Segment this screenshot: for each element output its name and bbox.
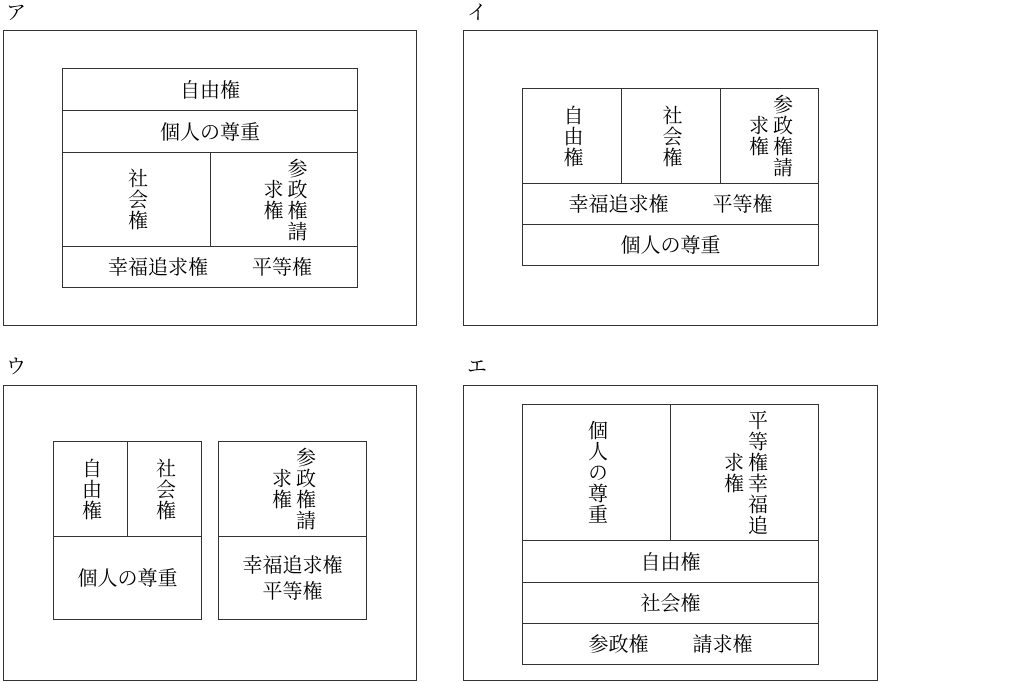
panel-i-shakaiken-text: 社会権: [659, 104, 683, 168]
panel-i-jiyuken-text: 自由権: [560, 104, 584, 168]
panel-i-seikyu-sansei: [720, 88, 819, 184]
panel-a-kojin: [62, 110, 358, 153]
panel-a-shakaiken: [62, 152, 211, 247]
panel-u-label: ウ: [6, 354, 26, 378]
panel-e-shakaiken: [522, 582, 819, 624]
panel-u-seikyu-sansei-text: 参政権請求権: [268, 447, 317, 531]
panel-u-kojin: [53, 536, 202, 620]
panel-i-byodo-text: 平等権: [712, 192, 773, 216]
panel-u-seikyu-sansei: [218, 441, 367, 537]
panel-a-jiyuken: [62, 68, 358, 111]
panel-e-jiyuken-text: 自由権: [640, 549, 701, 574]
panel-u-shakaiken-text: 社会権: [152, 457, 177, 521]
panel-i-seikyu-sansei-text: 参政権請求権: [745, 94, 794, 178]
panel-e-kofuku-byodo-text: 平等権幸福追求権: [720, 409, 769, 536]
panel-a-seikyu-sansei-text: 参政権請求権: [260, 157, 308, 242]
panel-e-sansei-text: 参政権: [588, 632, 649, 656]
panel-a-byodo-text: 平等権: [252, 255, 312, 279]
panel-a-jiyuken-text: 自由権: [180, 77, 240, 102]
panel-u-jiyuken: [53, 441, 128, 537]
panel-e-shakaiken-text: 社会権: [640, 591, 701, 615]
panel-u-kojin-text: 個人の尊重: [77, 566, 178, 590]
panel-e-bottom-row: [522, 623, 819, 665]
panel-i-kojin-text: 個人の尊重: [620, 233, 721, 257]
panel-i-kofuku-text: 幸福追求権: [568, 192, 669, 216]
panel-i-label: イ: [467, 0, 487, 24]
panel-i-middle-row: [522, 183, 819, 225]
panel-u-kofuku-byodo: [218, 536, 367, 620]
panel-e-label: エ: [467, 354, 487, 378]
panel-a-kojin-text: 個人の尊重: [160, 119, 260, 144]
panel-i-kojin: [522, 224, 819, 266]
panel-a-bottom-row: [62, 246, 358, 288]
panel-a-kofuku-text: 幸福追求権: [108, 255, 208, 279]
panel-e-kofuku-byodo: [670, 404, 819, 541]
panel-u-shakaiken: [127, 441, 202, 537]
panel-u-byodo-text: 平等権: [262, 579, 323, 603]
panel-e-jiyuken: [522, 540, 819, 583]
panel-u-kofuku-text: 幸福追求権: [242, 553, 343, 577]
panel-i-shakaiken: [621, 88, 721, 184]
panel-e-kojin-text: 個人の尊重: [584, 420, 609, 525]
panel-a-label: ア: [6, 0, 26, 24]
panel-e-seikyu-text: 請求権: [692, 632, 753, 656]
panel-i-jiyuken: [522, 88, 622, 184]
panel-a-shakaiken-text: 社会権: [124, 168, 149, 231]
panel-a-seikyu-sansei: [210, 152, 358, 247]
panel-e-kojin: [522, 404, 671, 541]
panel-u-jiyuken-text: 自由権: [78, 457, 103, 521]
